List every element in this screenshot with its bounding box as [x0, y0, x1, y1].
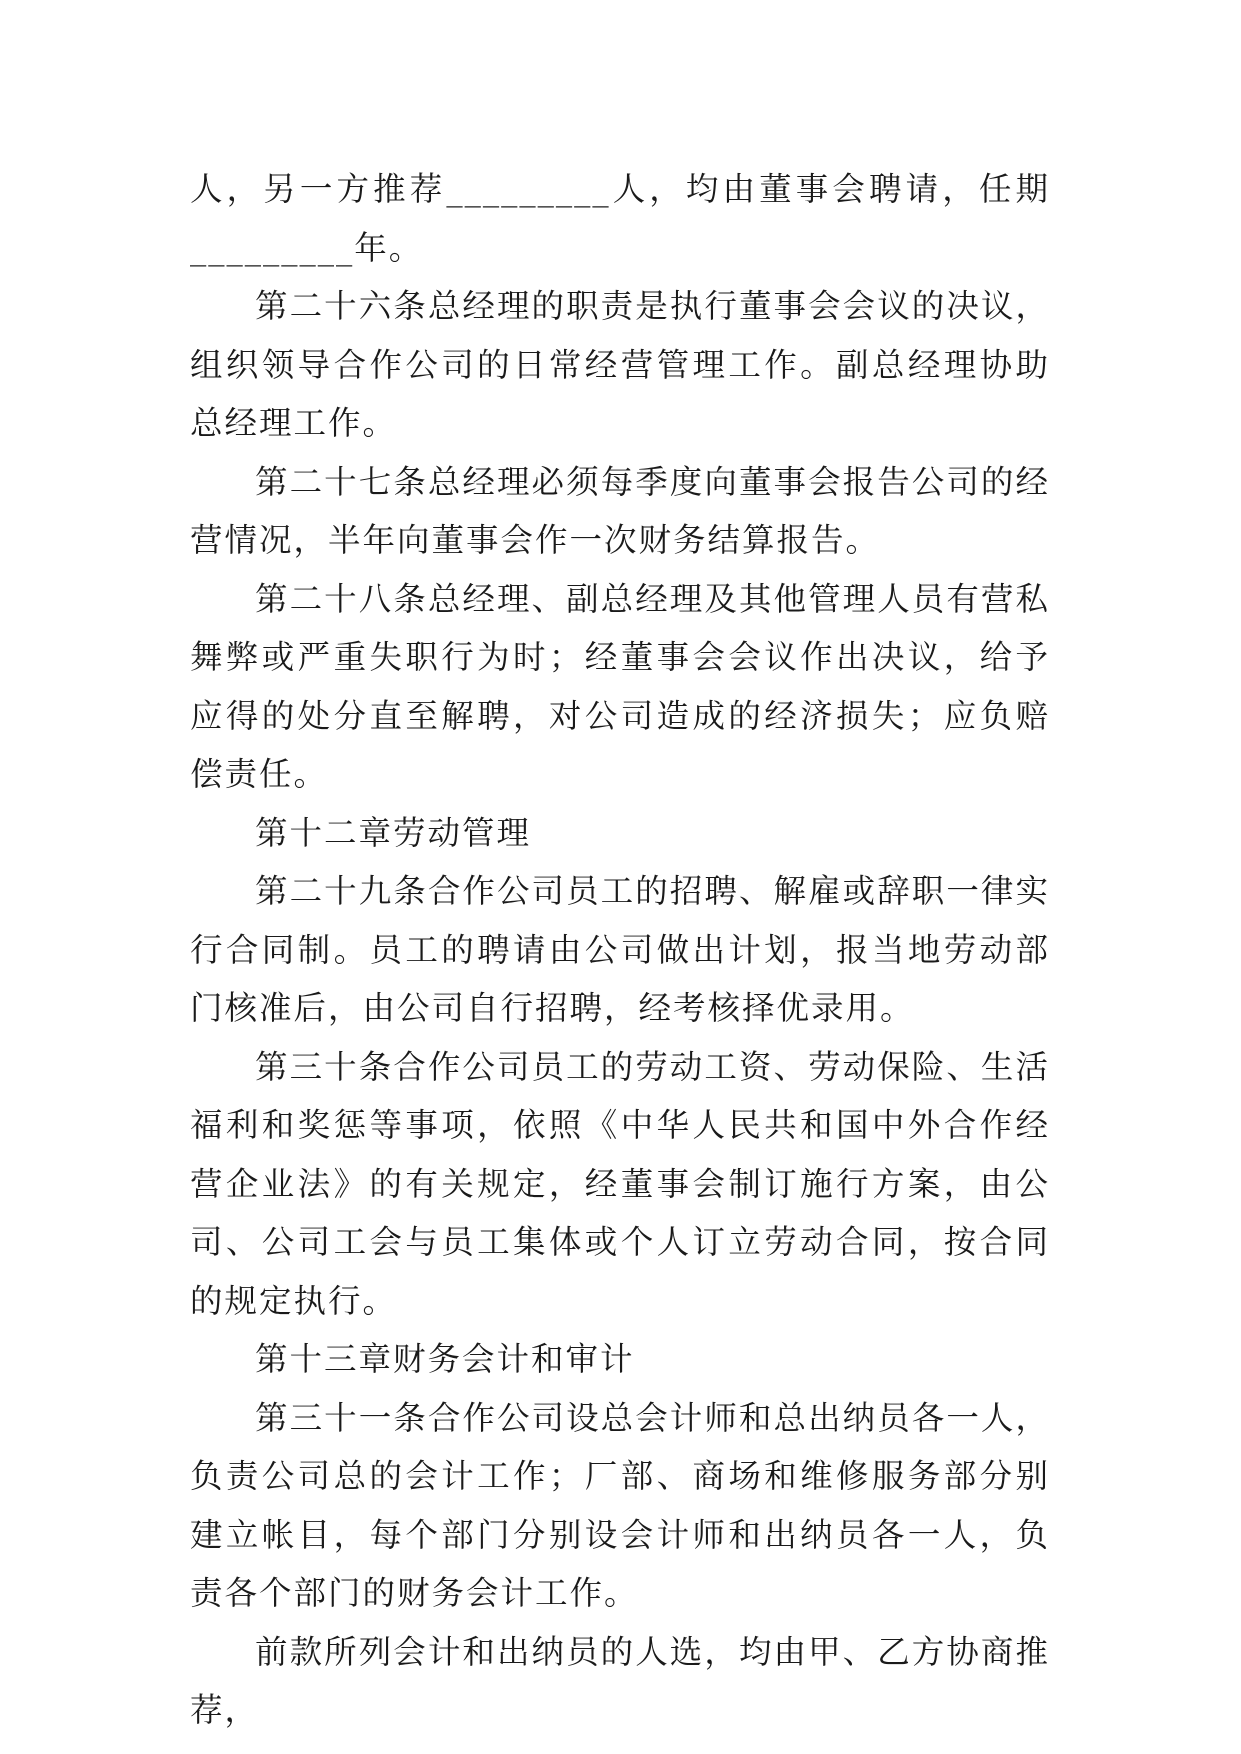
paragraph-accountant-selection: 前款所列会计和出纳员的人选，均由甲、乙方协商推荐， — [190, 1632, 1050, 1729]
chapter-heading-13: 第十三章财务会计和审计 — [255, 1340, 635, 1378]
paragraph-article-26: 第二十六条总经理的职责是执行董事会会议的决议，组织领导合作公司的日常经营管理工作。副总经理协助总经理工作。 — [190, 287, 1050, 442]
paragraph-article-28: 第二十八条总经理、副总经理及其他管理人员有营私舞弊或严重失职行为时；经董事会会议作出决议，给予应得的处分直至解聘，对公司造成的经济损失；应负赔偿责任。 — [190, 579, 1050, 793]
paragraph-article-29: 第二十九条合作公司员工的招聘、解雇或辞职一律实行合同制。员工的聘请由公司做出计划，报当地劳动部门核准后，由公司自行招聘，经考核择优录用。 — [190, 872, 1050, 1027]
paragraph-article-27: 第二十七条总经理必须每季度向董事会报告公司的经营情况，半年向董事会作一次财务结算报告。 — [190, 462, 1050, 559]
chapter-heading-12: 第十二章劳动管理 — [255, 813, 532, 852]
paragraph-article-30: 第三十条合作公司员工的劳动工资、劳动保险、生活福利和奖惩等事项，依照《中华人民共和国中外合作经营企业法》的有关规定，经董事会制订施行方案，由公司、公司工会与员工集体或个人订立劳动合同，按合同的规定执行。 — [190, 1047, 1050, 1320]
paragraph-continuation: 人，另一方推荐_________人，均由董事会聘请，任期_________年。 — [190, 170, 1050, 267]
paragraph-article-31: 第三十一条合作公司设总会计师和总出纳员各一人，负责公司总的会计工作；厂部、商场和维修服务部分别建立帐目，每个部门分别设会计师和出纳员各一人，负责各个部门的财务会计工作。 — [190, 1398, 1050, 1612]
document-body — [190, 160, 1050, 1740]
